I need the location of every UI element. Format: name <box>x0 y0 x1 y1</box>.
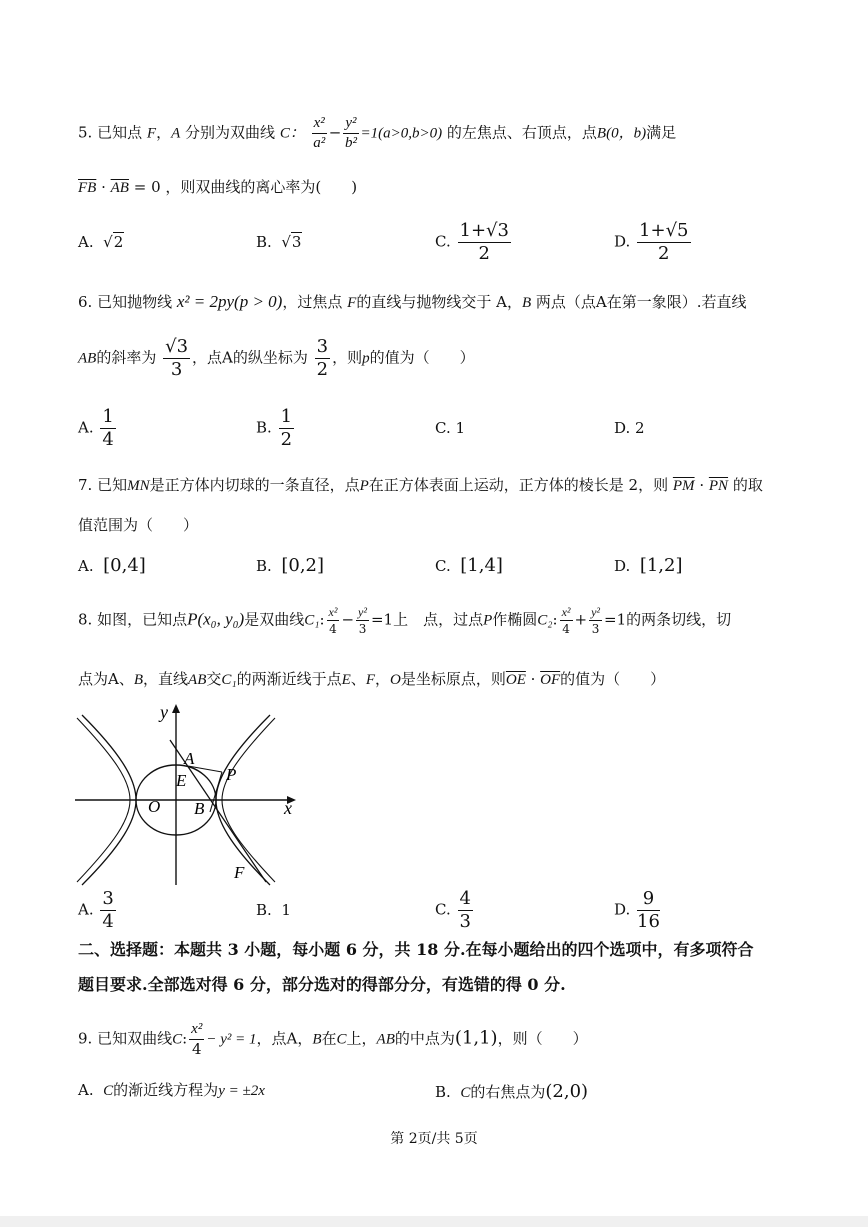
label-p: P <box>226 765 237 784</box>
q5-frac-y: $\frac{\text{y²}}{\text{b²}}$ <box>344 115 357 151</box>
q6-line2: AB的斜率为 $\frac{√3}{3}$ ，点A的纵坐标为 $\frac{3}{2}$ ，则p的值为（ ） <box>78 336 475 380</box>
label-o: O <box>148 797 161 816</box>
label-e: E <box>176 771 187 790</box>
q5-option-a[interactable]: A. √2 <box>78 233 124 251</box>
label-b: B <box>194 799 205 818</box>
y-axis-arrow <box>172 704 180 713</box>
q5-option-b[interactable]: B. √3 <box>256 233 302 251</box>
q6-option-c[interactable]: C. 1 <box>435 419 466 437</box>
section2-line2: 题目要求.全部选对得 6 分，部分选对的得部分分，有选错的得 0 分. <box>78 975 566 994</box>
q8-option-a[interactable]: A. $\frac{3}{4}$ <box>78 888 114 932</box>
label-x: x <box>284 798 292 818</box>
q5-frac-x: $\frac{\text{x²}}{\text{a²}}$ <box>313 115 326 151</box>
q9-line1: 9. 已知双曲线C: $\frac{\text{x²}}{4}$ − y² = 1，点A，B在C上，AB的中点为(1,1)，则（ ） <box>78 1021 588 1058</box>
section2-line1: 二、选择题：本题共 3 小题，每小题 6 分，共 18 分.在每小题给出的四个选项中，有多项符合 <box>78 940 754 959</box>
q6-option-d[interactable]: D. 2 <box>614 419 645 437</box>
label-y: y <box>160 702 168 722</box>
page-footer: 第 2页/共 5页 <box>390 1131 478 1147</box>
label-a: A <box>184 749 195 768</box>
q5-line2: $\overline{FB} \cdot \overline{AB} = 0$ ，则双曲线的离心率为( ) <box>78 178 358 196</box>
q9-option-b[interactable]: B. C的右焦点为(2,0) <box>435 1081 589 1102</box>
q5-option-d[interactable]: D. $\frac{1+√5}{2}$ <box>614 220 689 264</box>
q6-option-a[interactable]: A. $\frac{1}{4}$ <box>78 406 114 450</box>
q7-option-d[interactable]: D. [1,2] <box>614 555 683 576</box>
bottom-bar <box>0 1216 868 1227</box>
q7-line2: 值范围为（ ） <box>78 516 199 534</box>
q9-option-a[interactable]: A. C的渐近线方程为y = ±2x <box>78 1081 265 1099</box>
q7-option-c[interactable]: C. [1,4] <box>435 555 503 576</box>
q8-line1: 8. 如图，已知点P(x₀, y₀)是双曲线C₁: $\frac{\text{x²}}{4}$ − $\frac{\text{y²}}{3}$ =1上 点，过点P作椭圆C₂: $\frac{\text{x²}}{4}$ + $\frac{\text{y²}}{3}$ =1的两条切线，切 <box>78 605 732 636</box>
q6-line1: 6. 已知抛物线 x² = 2py(p > 0)，过焦点 F的直线与抛物线交于 A，B 两点（点A在第一象限）.若直线 <box>78 292 747 311</box>
q8-option-c[interactable]: C. $\frac{4}{3}$ <box>435 888 471 932</box>
q7-option-a[interactable]: A. [0,4] <box>78 555 146 576</box>
q8-option-d[interactable]: D. $\frac{9}{16}$ <box>614 888 660 932</box>
label-f: F <box>234 863 245 882</box>
q7-line1: 7. 已知MN是正方体内切球的一条直径，点P在正方体表面上运动，正方体的棱长是 2，则 $\overline{PM} \cdot \overline{PN}$ 的取 <box>78 476 763 494</box>
q8-figure <box>70 700 310 890</box>
q6-option-b[interactable]: B. $\frac{1}{2}$ <box>256 406 293 450</box>
q8-line2: 点为A、B，直线AB交C₁的两渐近线于点E、F，O是坐标原点，则$\overline{OE} \cdot \overline{OF}$的值为（ ） <box>78 670 666 688</box>
q5-option-c[interactable]: C. $\frac{1+√3}{2}$ <box>435 220 509 264</box>
q7-option-b[interactable]: B. [0,2] <box>256 555 325 576</box>
q8-option-b[interactable]: B. 1 <box>256 901 291 919</box>
q5-line1: 5. 已知点 F，A 分别为双曲线 C： $\frac{\text{x²}}{\text{a²}}$ − $\frac{\text{y²}}{\text{b²}}$ =1(a>0,b>0) 的左焦点、右顶点，点B(0，b)满足 <box>78 115 677 151</box>
